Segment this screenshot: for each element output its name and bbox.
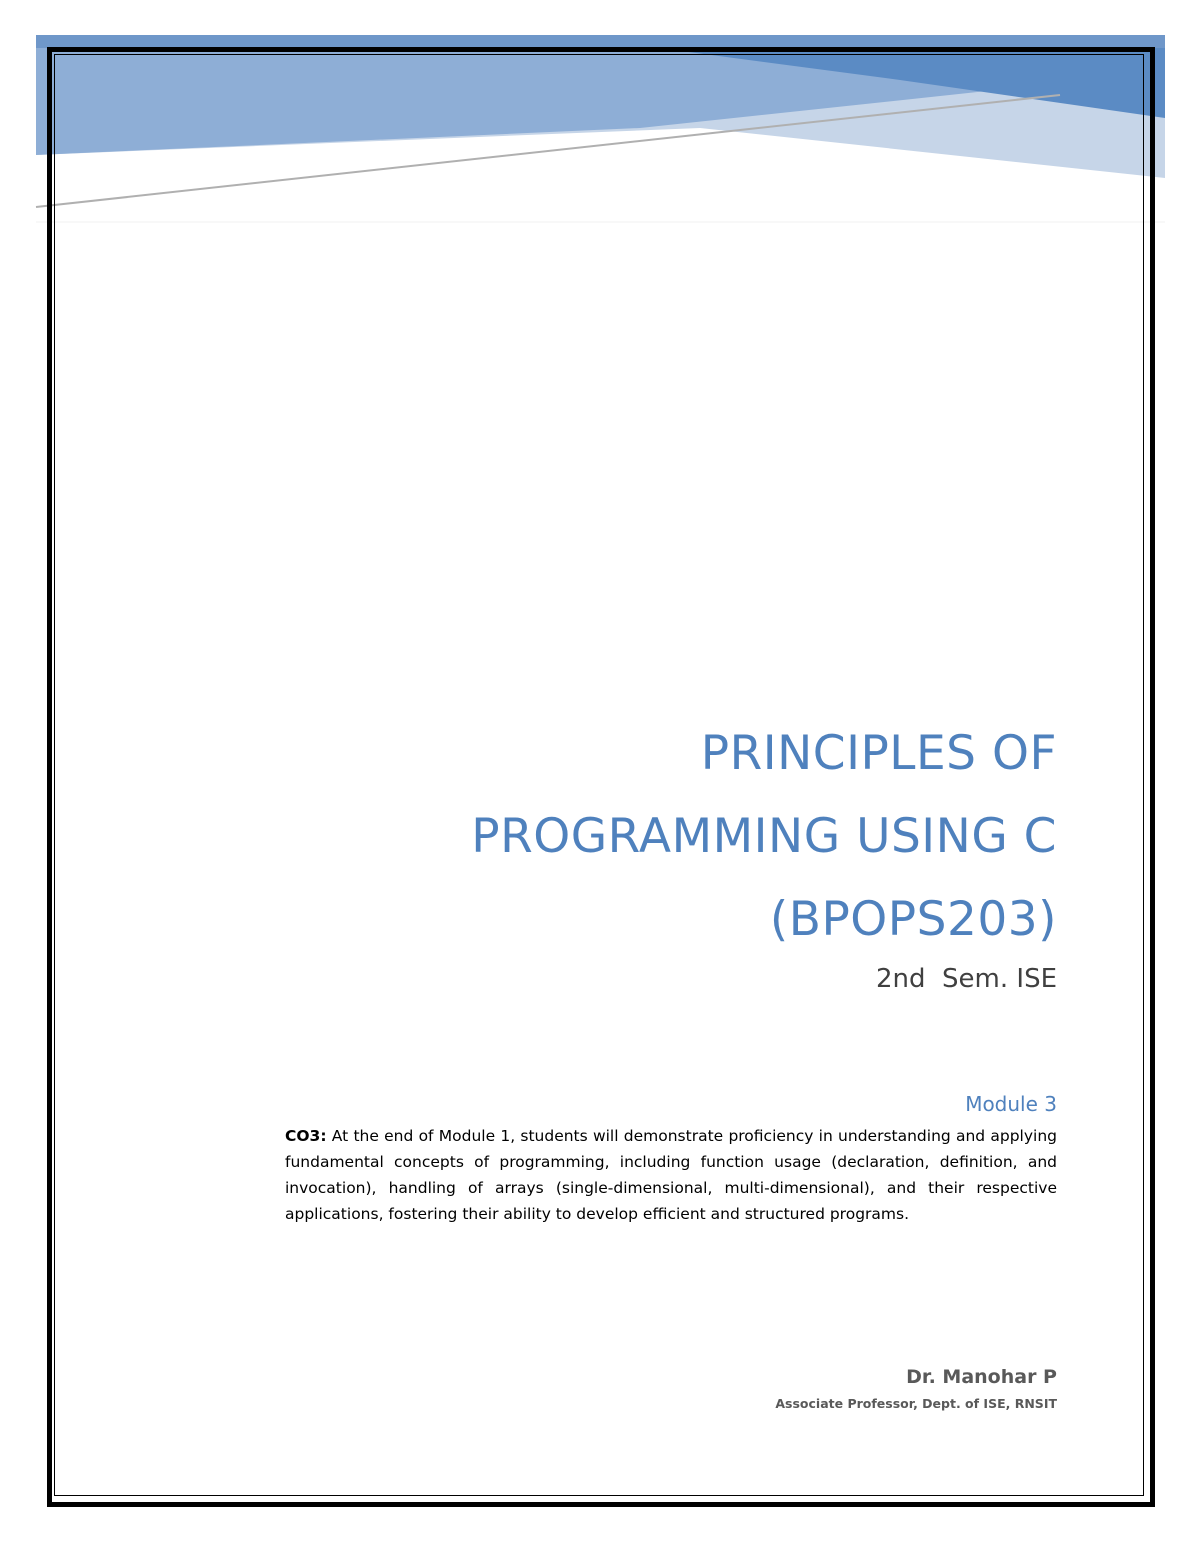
title-line-2: PROGRAMMING USING C: [471, 809, 1057, 864]
title-line-3: (BPOPS203): [769, 892, 1057, 947]
semester-subtitle: 2nd Sem. ISE: [875, 964, 1057, 994]
author-name: Dr. Manohar P: [906, 1366, 1057, 1388]
course-outcome-label: CO3:: [285, 1127, 327, 1145]
course-outcome-paragraph: [285, 1123, 1057, 1227]
author-title: Associate Professor, Dept. of ISE, RNSIT: [775, 1396, 1057, 1411]
course-outcome-text: At the end of Module 1, students will demonstrate proficiency in understanding and applying fundamental concepts of programming, including function usage (declaration, definition, and invocation), handling of arrays (single-dimensional, multi-dimensional), and their respective applications, fostering their ability to develop efficient and structured programs.: [285, 1127, 1057, 1223]
module-label: Module 3: [965, 1092, 1057, 1116]
title-line-1: PRINCIPLES OF: [700, 726, 1057, 781]
document-title: [257, 712, 1057, 961]
